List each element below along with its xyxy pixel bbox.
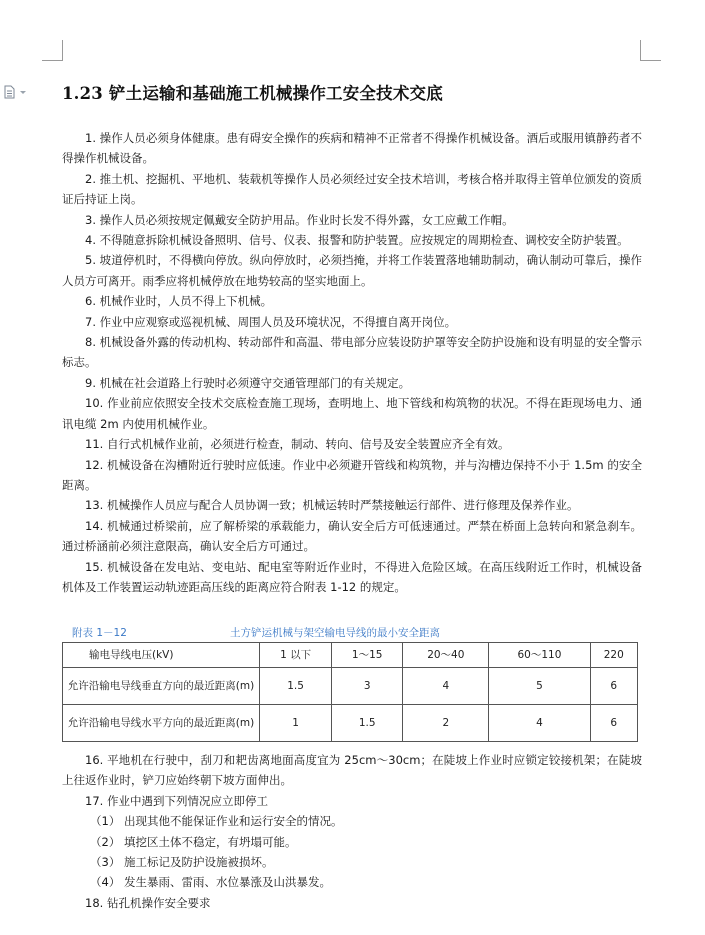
paragraph: 17. 作业中遇到下列情况应立即停工	[85, 793, 268, 808]
safety-distance-table	[62, 642, 638, 742]
paragraph: 18. 钻孔机操作安全要求	[85, 895, 211, 910]
table-cell: 1.5	[332, 705, 403, 742]
paragraph: 8. 机械设备外露的传动机构、转动部件和高温、带电部分应装设防护罩等安全防护设施和设有明显的安全警示标志。	[62, 335, 642, 370]
paragraph: 13. 机械操作人员应与配合人员协调一致；机械运转时严禁接触运行部件、进行修理及保养作业。	[85, 498, 579, 513]
paragraph: 11. 自行式机械作业前，必须进行检查，制动、转向、信号及安全装置应齐全有效。	[85, 437, 510, 452]
table-row	[63, 705, 638, 742]
table-cell: 5	[489, 668, 590, 705]
table-number: 附表 1－12	[72, 627, 127, 639]
paragraph: 14. 机械通过桥梁前，应了解桥梁的承载能力，确认安全后方可低速通过。严禁在桥面上急转向和紧急刹车。通过桥涵前必须注意限高，确认安全后方可通过。	[62, 518, 642, 554]
table-header-label: 输电导线电压(kV)	[63, 643, 260, 668]
body-text	[62, 128, 642, 597]
table-row-label: 允许沿输电导线垂直方向的最近距离(m)	[63, 668, 260, 705]
table-title: 土方铲运机械与架空输电导线的最小安全距离	[230, 627, 440, 639]
list-item: （4） 发生暴雨、雷雨、水位暴涨及山洪暴发。	[90, 875, 331, 890]
paragraph: 10. 作业前应依照安全技术交底检查施工现场，查明地上、地下管线和构筑物的状况。不得在距现场电力、通讯电缆 2m 内使用机械作业。	[62, 396, 642, 431]
table-header-cell: 1～15	[332, 643, 403, 668]
section-heading: 1.23 铲土运输和基础施工机械操作工安全技术交底	[62, 84, 443, 103]
table-header-cell: 60～110	[489, 643, 590, 668]
paragraph: 12. 机械设备在沟槽附近行驶时应低速。作业中必须避开管线和构筑物，并与沟槽边保持不小于 1.5m 的安全距离。	[62, 457, 642, 492]
page-corner-mark	[640, 40, 661, 61]
table-header-cell: 1 以下	[260, 643, 332, 668]
table-row	[63, 668, 638, 705]
paragraph: 9. 机械在社会道路上行驶时必须遵守交通管理部门的有关规定。	[85, 375, 411, 390]
table-cell: 4	[489, 705, 590, 742]
page-corner-mark	[42, 40, 63, 61]
document-nav-icon-graphic	[3, 85, 29, 99]
table-cell: 3	[332, 668, 403, 705]
paragraph: 2. 推土机、挖掘机、平地机、装载机等操作人员必须经过安全技术培训，考核合格并取得主管单位颁发的资质证后持证上岗。	[62, 171, 642, 207]
body-text-continued	[62, 750, 642, 913]
list-item: （1） 出现其他不能保证作业和运行安全的情况。	[90, 814, 343, 829]
table-header-cell: 220	[590, 643, 637, 668]
paragraph: 7. 作业中应观察或巡视机械、周围人员及环境状况，不得擅自离开岗位。	[85, 314, 457, 329]
table-row-label: 允许沿输电导线水平方向的最近距离(m)	[63, 705, 260, 742]
table-cell: 1.5	[260, 668, 332, 705]
list-item: （2） 填挖区土体不稳定，有坍塌可能。	[90, 834, 297, 849]
table-header-row	[63, 643, 638, 668]
paragraph: 3. 操作人员必须按规定佩戴安全防护用品。作业时长发不得外露，女工应戴工作帽。	[85, 212, 514, 227]
paragraph: 5. 坡道停机时，不得横向停放。纵向停放时，必须挡掩，并将工作装置落地辅助制动，确认制动可靠后，操作人员方可离开。雨季应将机械停放在地势较高的坚实地面上。	[62, 253, 642, 288]
table-caption	[62, 623, 642, 641]
table-cell: 6	[590, 705, 637, 742]
paragraph: 1. 操作人员必须身体健康。患有碍安全操作的疾病和精神不正常者不得操作机械设备。酒后或服用镇静药者不得操作机械设备。	[62, 131, 642, 166]
table-cell: 1	[260, 705, 332, 742]
paragraph: 4. 不得随意拆除机械设备照明、信号、仪表、报警和防护装置。应按规定的周期检查、调校安全防护装置。	[85, 233, 629, 248]
paragraph: 16. 平地机在行驶中，刮刀和耙齿离地面高度宜为 25cm～30cm；在陡坡上作业时应锁定铰接机架；在陡坡上往返作业时，铲刀应始终朝下坡方面伸出。	[62, 753, 642, 788]
paragraph: 6. 机械作业时，人员不得上下机械。	[85, 294, 273, 309]
table-header-cell: 20～40	[403, 643, 489, 668]
table-cell: 6	[590, 668, 637, 705]
paragraph: 15. 机械设备在发电站、变电站、配电室等附近作业时，不得进入危险区域。在高压线附近工作时，机械设备机体及工作装置运动轨迹距高压线的距离应符合附表 1-12 的规定。	[62, 559, 642, 594]
document-nav-icon[interactable]	[3, 84, 29, 98]
table-cell: 2	[403, 705, 489, 742]
list-item: （3） 施工标记及防护设施被损坏。	[90, 855, 274, 870]
table-cell: 4	[403, 668, 489, 705]
